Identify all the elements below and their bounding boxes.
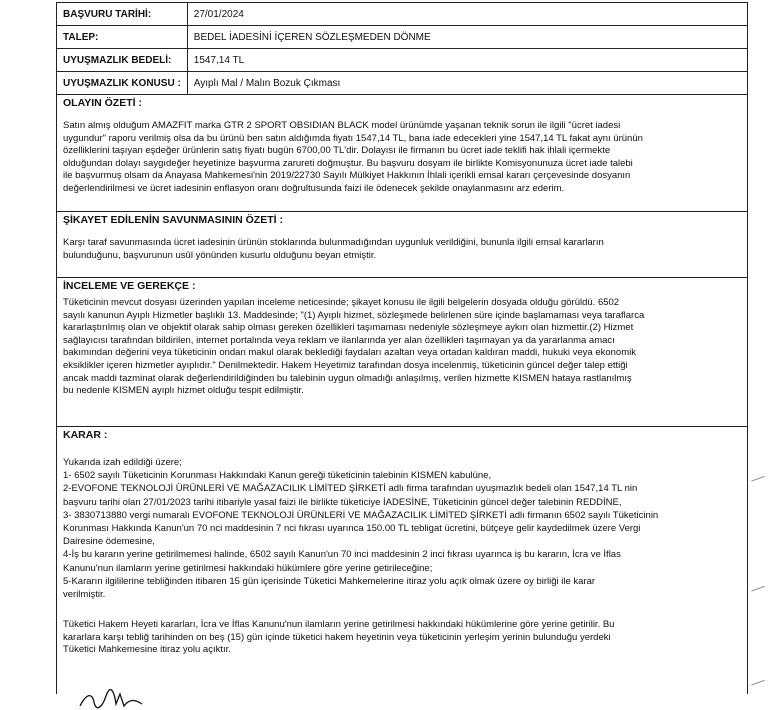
decision-intro: Yukarıda izah edildiği üzere; xyxy=(63,457,182,468)
decision-section xyxy=(56,426,748,694)
incident-line: özelliklerini taşıyan eşdeğer ürünlerin satış fiyatı bugün 6700,00 TL'dir. Dolayısı ile firmanın bu ücret iade teklifi hak ihlali içermekte xyxy=(63,145,611,157)
request-label: TALEP: xyxy=(57,26,188,49)
decision-line: 1- 6502 sayılı Tüketicinin Korunması Hakkındaki Kanun gereği tüketicinin talebinin KISMEN kabulüne, xyxy=(63,470,492,482)
review-line: bakımından değerini veya tüketicinin ondan makul olarak beklediği faydaları azaltan veya ortadan kaldıran maddi, hukuki veya ekonomik xyxy=(63,347,636,359)
review-line: ancak maddi tazminat olarak değerlendirildiğinden bu talebinin uygun olmadığı anlaşılmış, verilen hizmette KISMEN hataya rastlanılmış xyxy=(63,372,632,384)
review-line: kararlaştırılmış olan ve objektif olarak sahip olması gereken özellikleri taşımaması nedeniyle sözleşmeye aykırı olan hizmettir.(2) Hizmet xyxy=(63,322,634,334)
footer-line: Tüketici Mahkemesine itiraz yolu açıktır. xyxy=(63,644,231,656)
amount-value: 1547,14 TL xyxy=(187,49,747,72)
defense-summary-title: ŞİKAYET EDİLENİN SAVUNMASININ ÖZETİ : xyxy=(63,214,283,226)
incident-line: uygundur" raporu verilmiş olsa da bu ürünü ben satın aldığımda fiyatı 1547,14 TL, bana iade edecekleri yine 1547,14 TL fakat aynı ürünün xyxy=(63,132,643,144)
incident-line: Satın almış olduğum AMAZFIT marka GTR 2 SPORT OBSIDIAN BLACK model ürünümde yaşanan teknik sorun ile ilgili "ücret iadesi xyxy=(63,120,621,131)
review-section xyxy=(56,277,748,427)
footer-line: kararlara karşı tebliğ tarihinden on beş (15) gün içinde tüketici hakem heyetinin veya tüketicinin yerleşim yerinin bulunduğu yerdeki xyxy=(63,631,611,643)
decision-line: Dairesine ödemesine, xyxy=(63,536,155,548)
footer-line: Tüketici Hakem Heyeti kararları, İcra ve İflas Kanunu'nun ilamların yerine getirilmesi hakkındaki hükümlerine göre yerine getirilir. Bu xyxy=(63,619,615,631)
review-line: Tüketicinin mevcut dosyası üzerinden yapılan inceleme neticesinde; şikayet konusu ile ilgili belgelerin dosyada olduğu görüldü. 6502 xyxy=(63,297,620,308)
defense-line: Karşı taraf savunmasında ücret iadesinin ürünün stoklarında bulunmadığından uygunluk verildiğini, bununla ilgili emsal kararların xyxy=(63,237,604,248)
subject-label: UYUŞMAZLIK KONUSU : xyxy=(57,72,188,95)
decision-line: 3- 3830713880 vergi numaralı EVOFONE TEKNOLOJİ ÜRÜNLERİ VE MAĞAZACILIK LİMİTED ŞİRKETİ adlı firmanın 6502 sayılı Tüketicinin xyxy=(63,509,659,521)
decision-line: 4-İş bu kararın yerine getirilmemesi halinde, 6502 sayılı Kanun'un 70 inci maddesinin 2 inci fıkrası uyarınca iş bu kararın, İcra ve İflas xyxy=(63,549,621,561)
incident-line: olduğundan dolayı saygıdeğer heyetinize başvurma zarureti doğmuştur. Bu başvuru dosyam ile birlikte Komisyonunuza ücret iade talebi xyxy=(63,157,633,169)
review-title: İNCELEME VE GEREKÇE : xyxy=(63,280,196,292)
incident-line: ile başvurmuş olsam da Anayasa Mahkemesi'nin 2019/22730 Sayılı Mülkiyet Hakkının İhlali içerikli emsal kararı çerçevesinde dosyanın xyxy=(63,170,631,182)
review-line: sağlayıcısı tarafından bildirilen, internet portalında veya reklam ve ilanlarında yer alan özellikleri taşımayan ya da yararlanma amacı xyxy=(63,334,615,346)
subject-value: Ayıplı Mal / Malın Bozuk Çıkması xyxy=(187,72,747,95)
subject-row xyxy=(57,72,748,95)
incident-summary-section xyxy=(56,94,748,212)
decision-line: Kanunu'nun ilamların yerine getirilmesi hakkındaki hükümlere göre yerine getirileceğine; xyxy=(63,562,433,574)
date-row xyxy=(57,3,748,26)
defense-line: bulunduğunu, başvurunun usûl yönünden kusurlu olduğunu beyan etmiştir. xyxy=(63,249,377,261)
review-line: sayılı kanunun Ayıplı Hizmetler başlıklı 13. Maddesinde; "(1) Ayıplı hizmet, sözleşmede belirlenen süre içinde başlamaması veya taraflarca xyxy=(63,309,645,321)
incident-line: değerlendirilmesi ve ücret iadesinin enflasyon oranı doğrultusunda faizi ile ödenecek şekilde onaylanmasını arz ederim. xyxy=(63,182,565,194)
review-line: bu nedenle KISMEN ayıplı hizmet olduğu tespit edilmiştir. xyxy=(63,385,304,397)
decision-line: verilmiştir. xyxy=(63,589,106,601)
decision-document xyxy=(56,0,760,707)
request-row xyxy=(57,26,748,49)
decision-line: Korunması Hakkında Kanun'un 70 nci maddesinin 7 nci fıkrası uyarınca 150.00 TL tebligat ücretini, bütçeye gelir kaydedilmek üzere Vergi xyxy=(63,523,641,535)
amount-row xyxy=(57,49,748,72)
review-line: eksiklikler içeren hizmetler ayıplıdır." Denilmektedir. Hakem Heyetimiz tarafından dosya incelenmiş, tüketicinin güncel değer talep ettiği xyxy=(63,359,628,371)
application-info-table xyxy=(56,2,748,95)
date-label: BAŞVURU TARİHİ: xyxy=(57,3,188,26)
decision-line: başvuru tarihi olan 27/01/2023 tarihi itibariyle yasal faizi ile birlikte tüketiciye İADESİNE, Tüketicinin güncel değer talebinin REDDİNE, xyxy=(63,496,622,508)
amount-label: UYUŞMAZLIK BEDELİ: xyxy=(57,49,188,72)
decision-line: 5-Kararın ilgililerine tebliğinden itibaren 15 gün içerisinde Tüketici Mahkemelerine itiraz yolu açık olmak üzere oy birliği ile karar xyxy=(63,575,596,587)
date-value: 27/01/2024 xyxy=(187,3,747,26)
decision-line: 2-EVOFONE TEKNOLOJİ ÜRÜNLERİ VE MAĞAZACILIK LİMİTED ŞİRKETİ adlı firma tarafından uyuşmazlık bedeli olan 1547,14 TL nin xyxy=(63,483,638,495)
defense-summary-section xyxy=(56,211,748,278)
incident-summary-title: OLAYIN ÖZETİ : xyxy=(63,97,142,109)
decision-title: KARAR : xyxy=(63,429,108,441)
request-value: BEDEL İADESİNİ İÇEREN SÖZLEŞMEDEN DÖNME xyxy=(187,26,747,49)
